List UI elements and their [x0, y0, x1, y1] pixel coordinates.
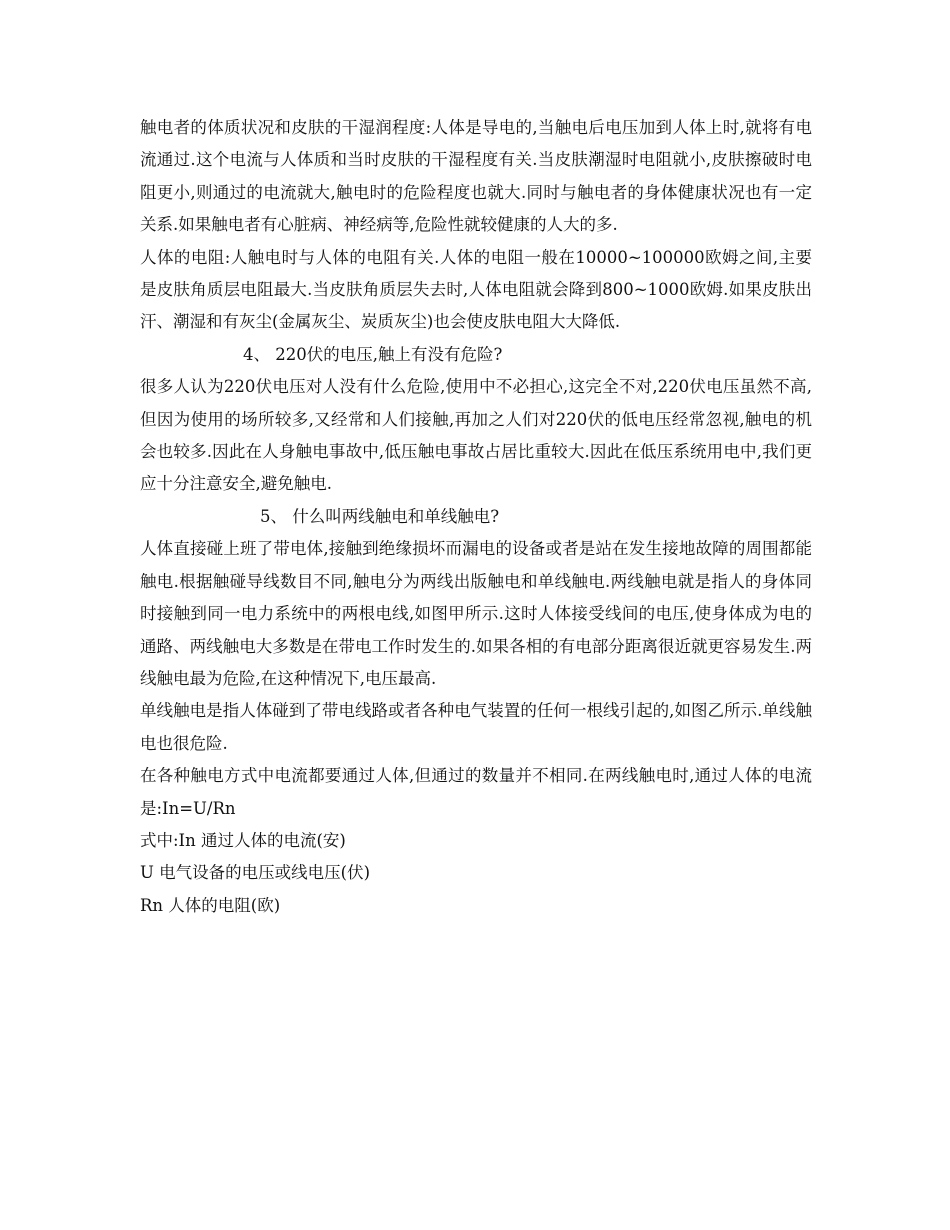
paragraph-current-formula: 在各种触电方式中电流都要通过人体,但通过的数量并不相同.在两线触电时,通过人体的电流是:In=U/Rn: [140, 766, 812, 818]
paragraph-body-resistance: 人体的电阻:人触电时与人体的电阻有关.人体的电阻一般在10000~100000欧姆之间,主要是皮肤角质层电阻最大.当皮肤角质层失去时,人体电阻就会降到800~1000欧姆.如果皮肤出汗、潮湿和有灰尘(金属灰尘、炭质灰尘)也会使皮肤电阻大大降低.: [140, 247, 812, 332]
paragraph-body-condition: 触电者的体质状况和皮肤的干湿润程度:人体是导电的,当触电后电压加到人体上时,就将有电流通过.这个电流与人体质和当时皮肤的干湿程度有关.当皮肤潮湿时电阻就小,皮肤擦破时电阻更小,则通过的电流就大,触电时的危险程度也就大.同时与触电者的身体健康状况也有一定关系.如果触电者有心脏病、神经病等,危险性就较健康的人大的多.: [140, 118, 812, 235]
document-body: [140, 112, 812, 922]
formula-term-in: 式中:In 通过人体的电流(安): [140, 830, 346, 850]
paragraph-single-wire-contact: 单线触电是指人体碰到了带电线路或者各种电气装置的任何一根线引起的,如图乙所示.单线触电也很危险.: [140, 701, 812, 753]
section-heading-contact-types: 5、 什么叫两线触电和单线触电?: [260, 506, 500, 526]
paragraph-220v-danger: 很多人认为220伏电压对人没有什么危险,使用中不必担心,这完全不对,220伏电压虽然不高,但因为使用的场所较多,又经常和人们接触,再加之人们对220伏的低电压经常忽视,触电的机会也较多.因此在人身触电事故中,低压触电事故占居比重较大.因此在低压系统用电中,我们更应十分注意安全,避免触电.: [140, 377, 812, 494]
formula-term-rn: Rn 人体的电阻(欧): [140, 895, 281, 915]
paragraph-two-wire-contact: 人体直接碰上班了带电体,接触到绝缘损坏而漏电的设备或者是站在发生接地故障的周围都能触电.根据触碰导线数目不同,触电分为两线出版触电和单线触电.两线触电就是指人的身体同时接触到同一电力系统中的两根电线,如图甲所示.这时人体接受线间的电压,使身体成为电的通路、两线触电大多数是在带电工作时发生的.如果各相的有电部分距离很近就更容易发生.两线触电最为危险,在这种情况下,电压最高.: [140, 539, 812, 688]
formula-term-u: U 电气设备的电压或线电压(伏): [140, 863, 371, 883]
section-heading-220v: 4、 220伏的电压,触上有没有危险?: [243, 344, 503, 364]
